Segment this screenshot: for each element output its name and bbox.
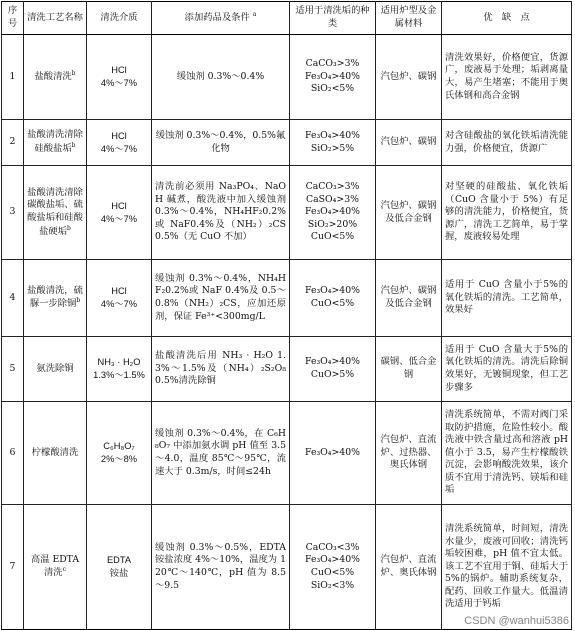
cleaning-medium: EDTA 铵盐 <box>87 505 152 630</box>
process-name <box>24 260 87 337</box>
cleaning-medium: HCl 4%～7% <box>87 35 152 120</box>
header-row <box>2 2 572 35</box>
additives-conditions: 缓蚀剂 0.3%～0.4%，NH₄HF₂0.2%或 NaF 0.4%及 0.5～0.8%（NH₂）₂CS，应加还原剂，保证 Fe³⁺<300mg/L <box>152 260 290 337</box>
scale-types: CaCO₃>3% CaSO₄>3% Fe₃O₄>40% SiO₂>20% CuO<5% <box>290 166 376 260</box>
row-no: 6 <box>2 402 24 505</box>
process-text: 盐酸清洗清除硅酸盐垢 <box>27 129 83 155</box>
process-mark: b <box>71 141 76 149</box>
boiler-material: 汽包炉、碳钢及低合金钢 <box>376 166 442 260</box>
process-mark: b <box>67 224 71 232</box>
pros-cons: 对含硅酸盐的氧化铁垢清洗能力强，价格便宜，货源广 <box>442 120 572 166</box>
table-row <box>2 35 572 120</box>
cleaning-process-table <box>1 1 572 630</box>
row-no: 3 <box>2 166 24 260</box>
process-mark: b <box>76 297 81 305</box>
cleaning-medium: NH₃ · H₂O 1.3%～1.5% <box>87 337 152 402</box>
row-no: 5 <box>2 337 24 402</box>
additives-conditions: 清洗前必须用 Na₃PO₄、NaOH 碱煮，酸洗液中加入缓蚀剂 0.3%～0.4%，NH₄HF₂0.2%或 NaF0.4%及（NH₂）₂CS 0.5%（无 CuO 不加） <box>152 166 290 260</box>
process-name <box>24 402 87 505</box>
row-no: 1 <box>2 35 24 120</box>
scale-types: CaCO₃>3% Fe₃O₄>40% SiO₂<5% <box>290 35 376 120</box>
process-text: 盐酸清洗，硫脲一步除铜 <box>27 284 83 310</box>
additives-conditions: 缓蚀剂 0.3%～0.5%，EDTA 铵盐浓度 4%～10%，温度为 120℃～140℃，pH 值为 8.5～9.5 <box>152 505 290 630</box>
process-name <box>24 166 87 260</box>
header-process: 清洗工艺名称 <box>24 2 87 35</box>
boiler-material: 汽包炉、直流炉、奥氏体钢 <box>376 505 442 630</box>
watermark-text: CSDN @wanhui5386 <box>464 615 569 627</box>
cleaning-medium: HCl 4%～7% <box>87 120 152 166</box>
boiler-material: 汽包炉、碳钢 <box>376 120 442 166</box>
boiler-material: 汽包炉、碳钢及低合金钢 <box>376 260 442 337</box>
cleaning-medium: HCl 4%～7% <box>87 260 152 337</box>
process-text: 高温 EDTA 清洗 <box>30 553 80 579</box>
boiler-material: 汽包炉、直流炉、过热器、奥氏体钢 <box>376 402 442 505</box>
header-material: 适用炉型及金属材料 <box>376 2 442 35</box>
row-no: 2 <box>2 120 24 166</box>
pros-cons: 清洗系统简单，时间短，清洗水量少，废液可回收；清洗钙垢较困难，pH 值不宜太低。该工艺不宜用于铜、硅垢大于 5%的锅炉。辅助系统复杂，配药、回收工作量大。低温清洗适用于钙垢 <box>442 505 572 630</box>
table-row <box>2 337 572 402</box>
process-name <box>24 35 87 120</box>
pros-cons: 对坚硬的硅酸盐、氧化铁垢（CuO 含量小于 5%）有足够的清洗能力，价格便宜，货源广，清洗工艺简单，易于掌握，废液较易处理 <box>442 166 572 260</box>
additives-conditions: 缓蚀剂 0.3%～0.4% <box>152 35 290 120</box>
header-additives-mark: a <box>252 11 257 19</box>
boiler-material: 碳钢、低合金钢 <box>376 337 442 402</box>
pros-cons: 清洗效果好，价格便宜，货源广，废液易于处理；垢剥离量大，易产生堵塞；不能用于奥氏体钢和高合金钢 <box>442 35 572 120</box>
boiler-material: 汽包炉、碳钢 <box>376 35 442 120</box>
header-medium: 清洗介质 <box>87 2 152 35</box>
pros-cons: 清洗系统简单，不需对阀门采取防护措施，危险性较小。酸洗液中铁含量过高和溶液 pH 值小于 3.5，易产生柠檬酸铁沉淀，会影响酸洗效果，该介质不宜用于清洗钙、镁垢和硅垢 <box>442 402 572 505</box>
pros-cons: 适用于 CuO 含量大于5%的氧化铁垢的清洗。清洗后除铜效果好，无镀铜现象，但工艺步骤多 <box>442 337 572 402</box>
process-mark: b <box>71 70 76 78</box>
scale-types: Fe₃O₄>40% CuO>5% <box>290 337 376 402</box>
row-no: 4 <box>2 260 24 337</box>
table-row <box>2 505 572 630</box>
header-no: 序号 <box>2 2 24 35</box>
process-name <box>24 120 87 166</box>
additives-conditions: 缓蚀剂 0.3%～0.4%，0.5%氟化物 <box>152 120 290 166</box>
row-no: 7 <box>2 505 24 630</box>
process-text: 柠檬酸清洗 <box>31 447 79 459</box>
table-header <box>2 2 572 35</box>
additives-conditions: 盐酸清洗后用 NH₃ · H₂O 1.3%～1.5%及（NH₄）₂S₂O₈ 0.5%清洗除铜 <box>152 337 290 402</box>
header-additives-text: 添加药品及条件 <box>184 12 250 24</box>
scale-types: Fe₃O₄>40% <box>290 402 376 505</box>
process-name <box>24 337 87 402</box>
table-row <box>2 120 572 166</box>
header-pros-cons: 优 缺 点 <box>442 2 572 35</box>
header-additives <box>152 2 290 35</box>
table-row <box>2 402 572 505</box>
process-text: 盐酸清洗清除碳酸盐垢、硫酸盐垢和硅酸盐硬垢 <box>27 186 83 237</box>
table-row <box>2 260 572 337</box>
header-scale: 适用于清洗垢的种类 <box>290 2 376 35</box>
process-text: 盐酸清洗 <box>34 71 72 83</box>
cleaning-medium: C₆H₈O₇ 2%～8% <box>87 402 152 505</box>
cleaning-medium: HCl 4%～7% <box>87 166 152 260</box>
table-row <box>2 166 572 260</box>
additives-conditions: 缓蚀剂 0.3%～0.4%，在 C₆H₈O₇ 中添加氨水调 pH 值至 3.5～4.0，温度 85℃～95℃，流速大于 0.3m/s，时间≤24h <box>152 402 290 505</box>
pros-cons: 适用于 CuO 含量小于5%的氧化铁垢的清洗。工艺简单，效果好 <box>442 260 572 337</box>
process-text: 氨洗除铜 <box>36 363 74 375</box>
scale-types: Fe₃O₄>40% SiO₂>5% <box>290 120 376 166</box>
process-mark: c <box>62 566 66 574</box>
scale-types: CaCO₃<3% Fe₃O₄>40% CuO<5% SiO₂<3% <box>290 505 376 630</box>
scale-types: Fe₃O₄>40% CuO<5% <box>290 260 376 337</box>
process-name <box>24 505 87 630</box>
